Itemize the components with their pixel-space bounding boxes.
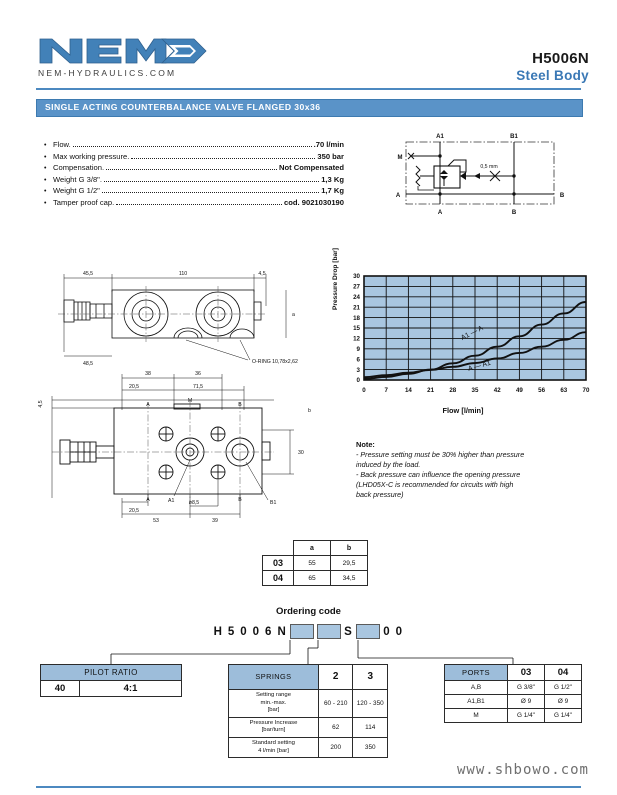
ports-row-label-ab: A,B [445,681,508,695]
site-watermark: www.shbowo.com [456,762,589,778]
cell-m-04: G 1/4" [545,709,582,723]
svg-text:A1 — A: A1 — A [460,324,485,342]
schematic-label-a-bottom: A [437,210,443,216]
top-view-drawing [22,362,324,524]
ordering-suffix: 0 0 [383,625,404,638]
svg-text:56: 56 [538,387,546,394]
spec-leader [102,191,319,193]
table-row [229,690,388,718]
note-line: - Pressure setting must be 30% higher than pressure [356,450,525,459]
table-row [445,665,582,681]
dim-20-5-top: 20,5 [128,384,140,390]
bullet-icon: • [44,153,47,161]
bullet-icon: • [44,176,47,184]
label-m-top: M [187,398,193,404]
spec-row [44,186,344,198]
pilot-ratio-table [40,664,182,697]
cell-a1b1-04: Ø 9 [545,695,582,709]
ports-header: PORTS [445,665,508,681]
ports-row-label-a1b1: A1,B1 [445,695,508,709]
table-row [263,571,368,586]
svg-text:42: 42 [493,387,501,394]
dim-4-5: 4,5 [258,271,266,277]
table-row [229,665,388,690]
note-line: back pressure) [356,490,404,499]
svg-text:30: 30 [353,273,360,281]
svg-text:A — A1: A — A1 [467,359,492,373]
svg-text:24: 24 [353,294,360,301]
ordering-code-title: Ordering code [276,606,341,617]
cell-ab-04: G 1/2" [545,681,582,695]
dim-4-5-left: 4,5 [38,400,44,408]
side-view-drawing [34,262,324,370]
label-line: [bar/turn] [261,727,286,734]
label-line: Setting range [255,692,291,698]
note-line: (LHD05X-C is recommended for circuits with high [356,480,514,489]
spec-value: 1,7 Kg [321,186,344,196]
spec-label: Weight G 3/8". [53,174,102,184]
springs-header: SPRINGS [229,665,319,690]
pilot-ratio-code: 40 [41,681,80,697]
model-body-type: Steel Body [516,68,589,83]
svg-text:27: 27 [353,283,360,291]
springs-row-label-pressure-increase [229,717,319,737]
spec-label: Weight G 1/2" [53,186,100,196]
note-block [356,440,588,500]
svg-text:0: 0 [362,387,366,394]
svg-text:14: 14 [404,387,412,394]
schematic-label-a1: A1 [436,134,444,140]
model-code: H5006N [532,50,589,67]
springs-row-label-standard-setting [229,737,319,757]
label-line: Standard setting [252,739,295,746]
dim-45-5: 45,5 [82,271,94,277]
svg-text:63: 63 [560,387,568,394]
svg-text:21: 21 [427,387,435,394]
chart-x-axis-label: Flow [l/min] [442,406,484,415]
cell-03-b: 29,5 [331,556,368,571]
schematic-label-b-right: B [559,193,565,199]
spec-label: Tamper proof cap. [53,197,115,207]
table-row [445,681,582,695]
label-b-top: B [238,402,242,408]
spec-row [44,198,344,210]
row-code-04: 04 [263,571,294,586]
spec-value: 350 bar [317,151,344,161]
svg-text:9: 9 [356,346,360,353]
svg-text:70: 70 [582,387,590,394]
table-row [263,556,368,571]
ports-table [444,664,582,723]
spec-row [44,175,344,187]
schematic-label-m: M [397,155,403,161]
spec-value: 1,3 Kg [321,174,344,184]
spec-row [44,140,344,152]
oring-note: O-RING 10,78x2,62 [252,359,298,365]
spec-row [44,152,344,164]
ports-column-03: 03 [508,665,545,681]
cell-ab-03: G 3/8" [508,681,545,695]
svg-text:49: 49 [515,387,523,394]
label-b1: B1 [270,500,277,506]
cell-04-a: 65 [294,571,331,586]
spec-leader [73,145,312,147]
table-row [445,709,582,723]
cell-setting-range-2: 60 - 210 [318,690,353,718]
svg-text:12: 12 [353,335,360,343]
pilot-ratio-value: 4:1 [80,681,182,697]
dim-hole-dia: ø8,5 [188,500,200,506]
section-title-text: SINGLE ACTING COUNTERBALANCE VALVE FLANGED 30x36 [45,102,321,112]
bullet-icon: • [44,199,47,207]
spec-label: Flow. [53,140,71,149]
dim-30: 30 [298,450,304,456]
spec-value: cod. 9021030190 [284,197,344,207]
label-a-top: A [146,402,150,408]
schematic-label-b1: B1 [510,134,518,140]
cell-standard-setting-2: 200 [318,737,353,757]
schematic-label-a-left: A [395,193,401,199]
company-logo [38,36,228,82]
dim-48-5: 48,5 [82,361,94,367]
spec-row [44,163,344,175]
dim-20-5-bottom: 20,5 [128,508,140,514]
ordering-code-string [0,624,617,639]
ordering-mid: S [344,625,354,638]
table-row [229,737,388,757]
spec-value: .70 l/min [313,140,344,149]
ports-row-label-m: M [445,709,508,723]
spec-leader [106,168,277,170]
label-line: 4 l/min [bar] [258,747,289,754]
schematic-label-orifice: 0,5 mm [480,164,498,170]
row-code-03: 03 [263,556,294,571]
svg-text:3: 3 [356,366,360,374]
chart-plot-area [334,268,592,404]
table-row [445,695,582,709]
cell-pressure-increase-2: 62 [318,717,353,737]
hydraulic-schematic-diagram [392,128,582,220]
label-a-bottom: A [146,497,150,503]
note-line: - Back pressure can influence the opening pressure [356,470,521,479]
spec-leader [131,157,315,159]
table-row [41,665,182,681]
section-title-bar [36,99,583,117]
cell-setting-range-3: 120 - 350 [353,690,388,718]
svg-text:21: 21 [353,304,360,312]
note-line: induced by the load. [356,460,421,469]
nem-logo-icon [38,36,208,66]
svg-text:35: 35 [471,387,479,394]
ordering-slot-spring[interactable] [317,624,341,639]
logo-domain-text: NEM-HYDRAULICS.COM [38,68,177,78]
ordering-slot-ports[interactable] [356,624,380,639]
footer-divider [36,786,581,788]
svg-text:7: 7 [384,387,388,394]
pressure-drop-chart [332,248,592,418]
label-line: min.-max. [260,699,287,706]
svg-text:0: 0 [356,377,360,385]
label-line: Pressure Increase [249,719,298,726]
column-header-b: b [331,541,368,556]
springs-column-3: 3 [353,665,388,690]
table-row [229,717,388,737]
header-divider [36,88,581,90]
ordering-prefix: H 5 0 0 6 N [213,625,288,638]
svg-text:6: 6 [356,356,360,364]
ports-column-04: 04 [545,665,582,681]
svg-text:18: 18 [353,314,360,322]
pilot-ratio-header: PILOT RATIO [41,665,182,681]
label-b-bottom: B [238,497,242,503]
empty-corner-cell [263,541,294,556]
note-title: Note: [356,440,375,449]
dim-39: 39 [212,518,218,524]
schematic-label-b-bottom: B [511,210,517,216]
spec-leader [116,203,282,205]
springs-table [228,664,388,758]
spec-label: Max working pressure. [53,151,130,161]
column-header-a: a [294,541,331,556]
spec-label: Compensation. [53,163,105,173]
cell-pressure-increase-3: 114 [353,717,388,737]
spec-value: Not Compensated [279,163,344,173]
svg-text:28: 28 [449,387,457,394]
svg-text:15: 15 [353,325,360,333]
chart-y-axis-label: Pressure Drop [bar] [332,248,339,310]
bullet-icon: • [44,142,47,149]
cell-a1b1-03: Ø 9 [508,695,545,709]
dim-71-5: 71,5 [192,384,204,390]
cell-m-03: G 1/4" [508,709,545,723]
bullet-icon: • [44,165,47,173]
label-a1: A1 [168,498,175,504]
spec-leader [104,180,319,182]
springs-row-label-setting-range [229,690,319,718]
table-row [263,541,368,556]
dim-b-label: b [308,408,311,414]
dim-36: 36 [195,371,201,377]
specification-list [44,140,344,210]
dim-height-a: a [292,312,295,318]
page-header [0,0,617,92]
ordering-slot-pilot[interactable] [290,624,314,639]
cell-03-a: 55 [294,556,331,571]
table-row [41,681,182,697]
dim-53: 53 [153,518,159,524]
cell-04-b: 34,5 [331,571,368,586]
cell-standard-setting-3: 350 [353,737,388,757]
bullet-icon: • [44,188,47,196]
dimension-ab-table [262,540,368,586]
label-line: [bar] [267,707,280,714]
dim-110: 110 [178,271,188,277]
springs-column-2: 2 [318,665,353,690]
dim-38: 38 [145,371,151,377]
